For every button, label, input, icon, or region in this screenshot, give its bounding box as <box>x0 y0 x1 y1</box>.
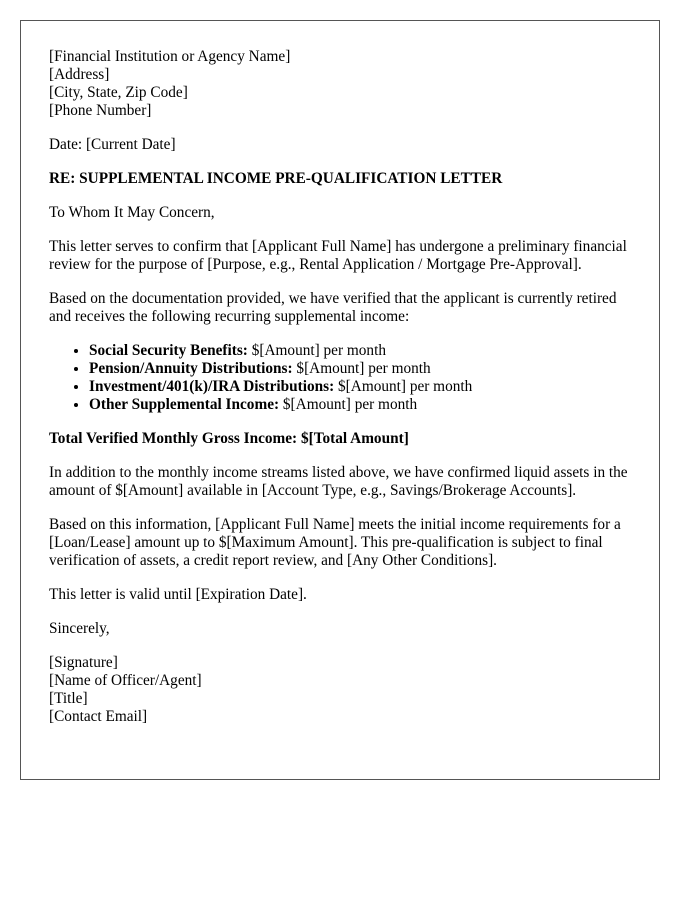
income-item-label: Other Supplemental Income: <box>89 396 280 413</box>
sender-block <box>49 48 631 120</box>
paragraph-qualification: Based on this information, [Applicant Full Name] meets the initial income requirements for a [Loan/Lease] amount up to $[Maximum Amount]. This pre-qualification is subject to final verification of assets, a credit report review, and [Any Other Conditions]. <box>49 516 621 569</box>
income-item-value: $[Amount] per month <box>292 360 431 377</box>
income-item-label: Pension/Annuity Distributions: <box>89 360 293 377</box>
sender-phone: [Phone Number] <box>49 102 152 119</box>
signature-block <box>49 654 631 726</box>
list-item <box>89 342 631 360</box>
validity-line: This letter is valid until [Expiration Date]. <box>49 586 307 603</box>
contact-email: [Contact Email] <box>49 708 148 725</box>
paragraph-purpose: This letter serves to confirm that [Applicant Full Name] has undergone a preliminary financial review for the purpose of [Purpose, e.g., Rental Application / Mortgage Pre-Approval]. <box>49 238 627 273</box>
salutation: To Whom It May Concern, <box>49 204 215 221</box>
list-item <box>89 378 631 396</box>
paragraph-assets: In addition to the monthly income streams listed above, we have confirmed liquid assets in the amount of $[Amount] available in [Account Type, e.g., Savings/Brokerage Accounts]. <box>49 464 628 499</box>
income-item-label: Social Security Benefits: <box>89 342 248 359</box>
sender-address: [Address] <box>49 66 110 83</box>
list-item <box>89 396 631 414</box>
officer-name: [Name of Officer/Agent] <box>49 672 202 689</box>
sender-city-state-zip: [City, State, Zip Code] <box>49 84 188 101</box>
total-income-line: Total Verified Monthly Gross Income: $[Total Amount] <box>49 430 409 447</box>
income-item-value: $[Amount] per month <box>334 378 473 395</box>
subject-line: RE: SUPPLEMENTAL INCOME PRE-QUALIFICATION LETTER <box>49 170 503 187</box>
income-item-value: $[Amount] per month <box>279 396 418 413</box>
list-item <box>89 360 631 378</box>
sender-name: [Financial Institution or Agency Name] <box>49 48 291 65</box>
date-line: Date: [Current Date] <box>49 136 176 153</box>
letter-document <box>20 20 660 780</box>
signature-placeholder: [Signature] <box>49 654 118 671</box>
income-item-label: Investment/401(k)/IRA Distributions: <box>89 378 335 395</box>
closing-line: Sincerely, <box>49 620 110 637</box>
income-list <box>49 342 631 414</box>
paragraph-verification: Based on the documentation provided, we have verified that the applicant is currently retired and receives the following recurring supplemental income: <box>49 290 617 325</box>
officer-title: [Title] <box>49 690 88 707</box>
income-item-value: $[Amount] per month <box>247 342 386 359</box>
